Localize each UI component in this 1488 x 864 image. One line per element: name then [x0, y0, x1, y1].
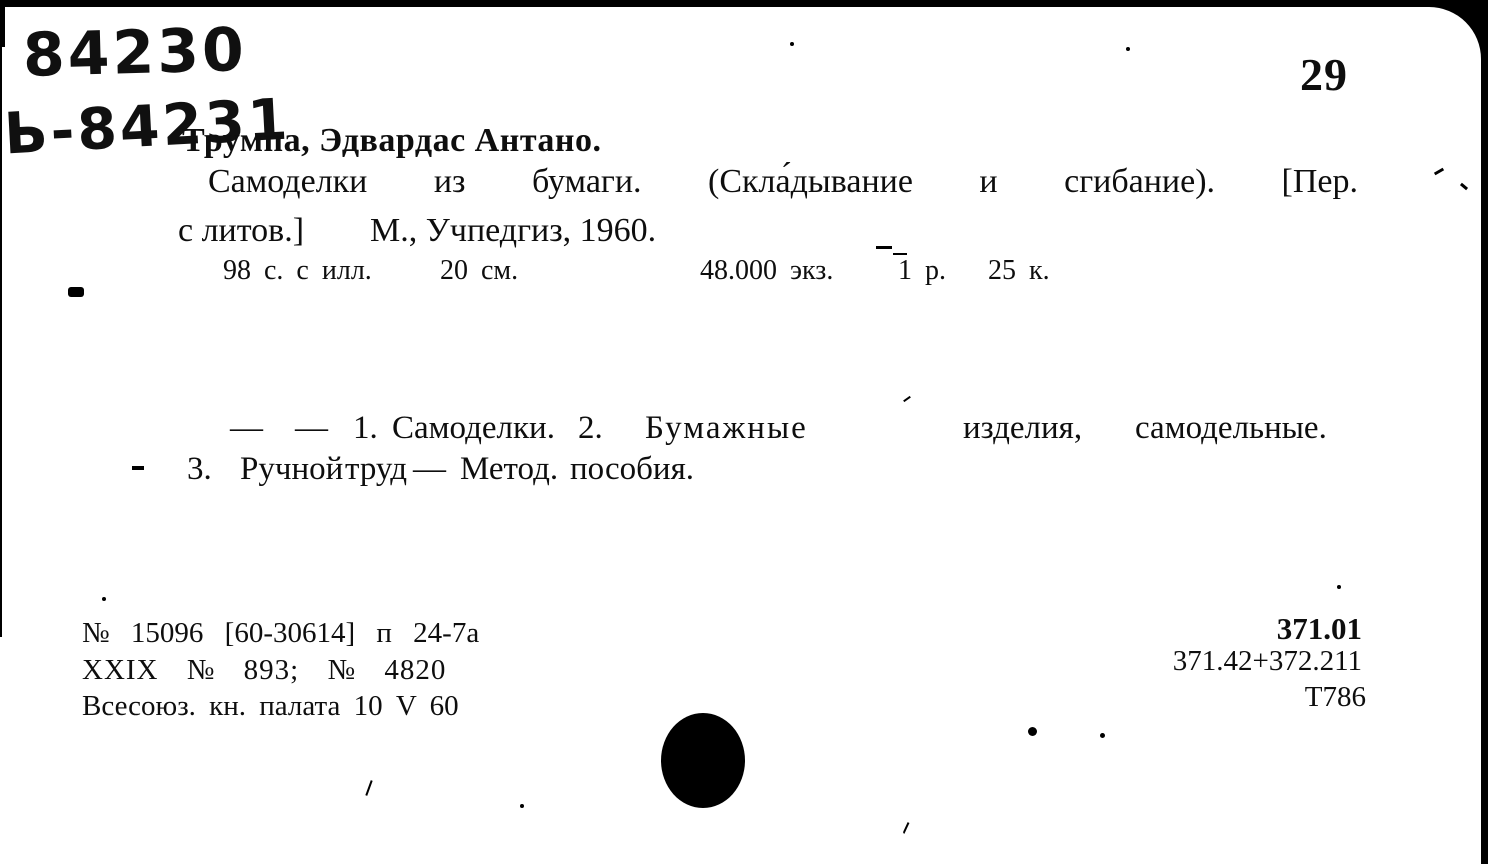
noise-speck: [102, 597, 106, 601]
tracing-1-number: 1.: [353, 410, 378, 446]
registration-number-line: № 15096 [60-30614] п 24-7а: [82, 617, 480, 649]
tracing-2-term-word2: изделия,: [963, 410, 1083, 446]
udc-number-1: 371.01: [1276, 611, 1362, 646]
noise-speck: [1434, 168, 1444, 176]
book-chamber-line: Всесоюз. кн. палата 10 V 60: [82, 690, 459, 722]
noise-speck: [903, 822, 910, 834]
noise-speck: [68, 287, 84, 297]
tracing-3-word4: пособия.: [570, 451, 695, 487]
title-line: Самоделки из бумаги. (Скла́дывание и сгибание). [Пер.: [208, 163, 1358, 200]
collation-price-kopecks: 25 к.: [988, 255, 1050, 286]
tracing-3-number: 3.: [187, 451, 212, 487]
noise-speck: [903, 396, 911, 402]
noise-speck: [790, 42, 794, 46]
author-cutter-code: Т786: [1304, 681, 1366, 713]
noise-speck: [365, 780, 372, 796]
author-heading: Трумпа, Эдвардас Антано.: [182, 122, 602, 159]
tracing-1-term: Самоделки.: [392, 410, 555, 446]
tracing-3-word2: труд: [345, 451, 408, 487]
scan-border-left-mark: [0, 7, 5, 47]
noise-speck: [132, 466, 144, 470]
imprint-translation-note: с литов.]: [178, 212, 305, 249]
handwritten-accession-number-2: Ь-84231: [2, 86, 292, 168]
page-number: 29: [1300, 49, 1348, 100]
collation-size: 20 см.: [440, 255, 519, 286]
tracing-3-word1: Ручной: [240, 451, 344, 487]
scan-border-right: [1481, 0, 1488, 864]
noise-speck: [1028, 727, 1037, 736]
noise-speck: [893, 253, 907, 255]
noise-speck: [520, 804, 524, 808]
imprint-line: [178, 212, 656, 250]
series-number-line: XXIX № 893; № 4820: [82, 654, 447, 686]
noise-speck: [1100, 733, 1105, 738]
collation-price-rubles: 1 р.: [898, 255, 946, 286]
tracing-2-number: 2.: [578, 410, 603, 446]
tracing-3-word3: Метод.: [460, 451, 559, 487]
handwritten-accession-number-1: 84230: [22, 15, 248, 91]
punch-hole: [661, 713, 745, 808]
tracing-3-dash: —: [413, 451, 446, 487]
tracing-dash-2: —: [295, 410, 328, 446]
noise-speck: [1460, 183, 1468, 190]
scan-border-top: [0, 0, 1488, 7]
noise-speck: [1337, 585, 1341, 589]
noise-speck: [876, 246, 892, 249]
noise-speck: [1126, 47, 1130, 51]
imprint-publisher: М., Учпедгиз, 1960.: [370, 212, 657, 249]
tracing-2-term-word3: самодельные.: [1135, 410, 1327, 446]
tracing-2-term-word1: Бумажные: [645, 410, 808, 446]
udc-number-2: 371.42+372.211: [1172, 645, 1362, 677]
collation-pages: 98 с. с илл.: [223, 255, 372, 286]
collation-print-run: 48.000 экз.: [700, 255, 834, 286]
tracing-dash-1: —: [230, 410, 263, 446]
